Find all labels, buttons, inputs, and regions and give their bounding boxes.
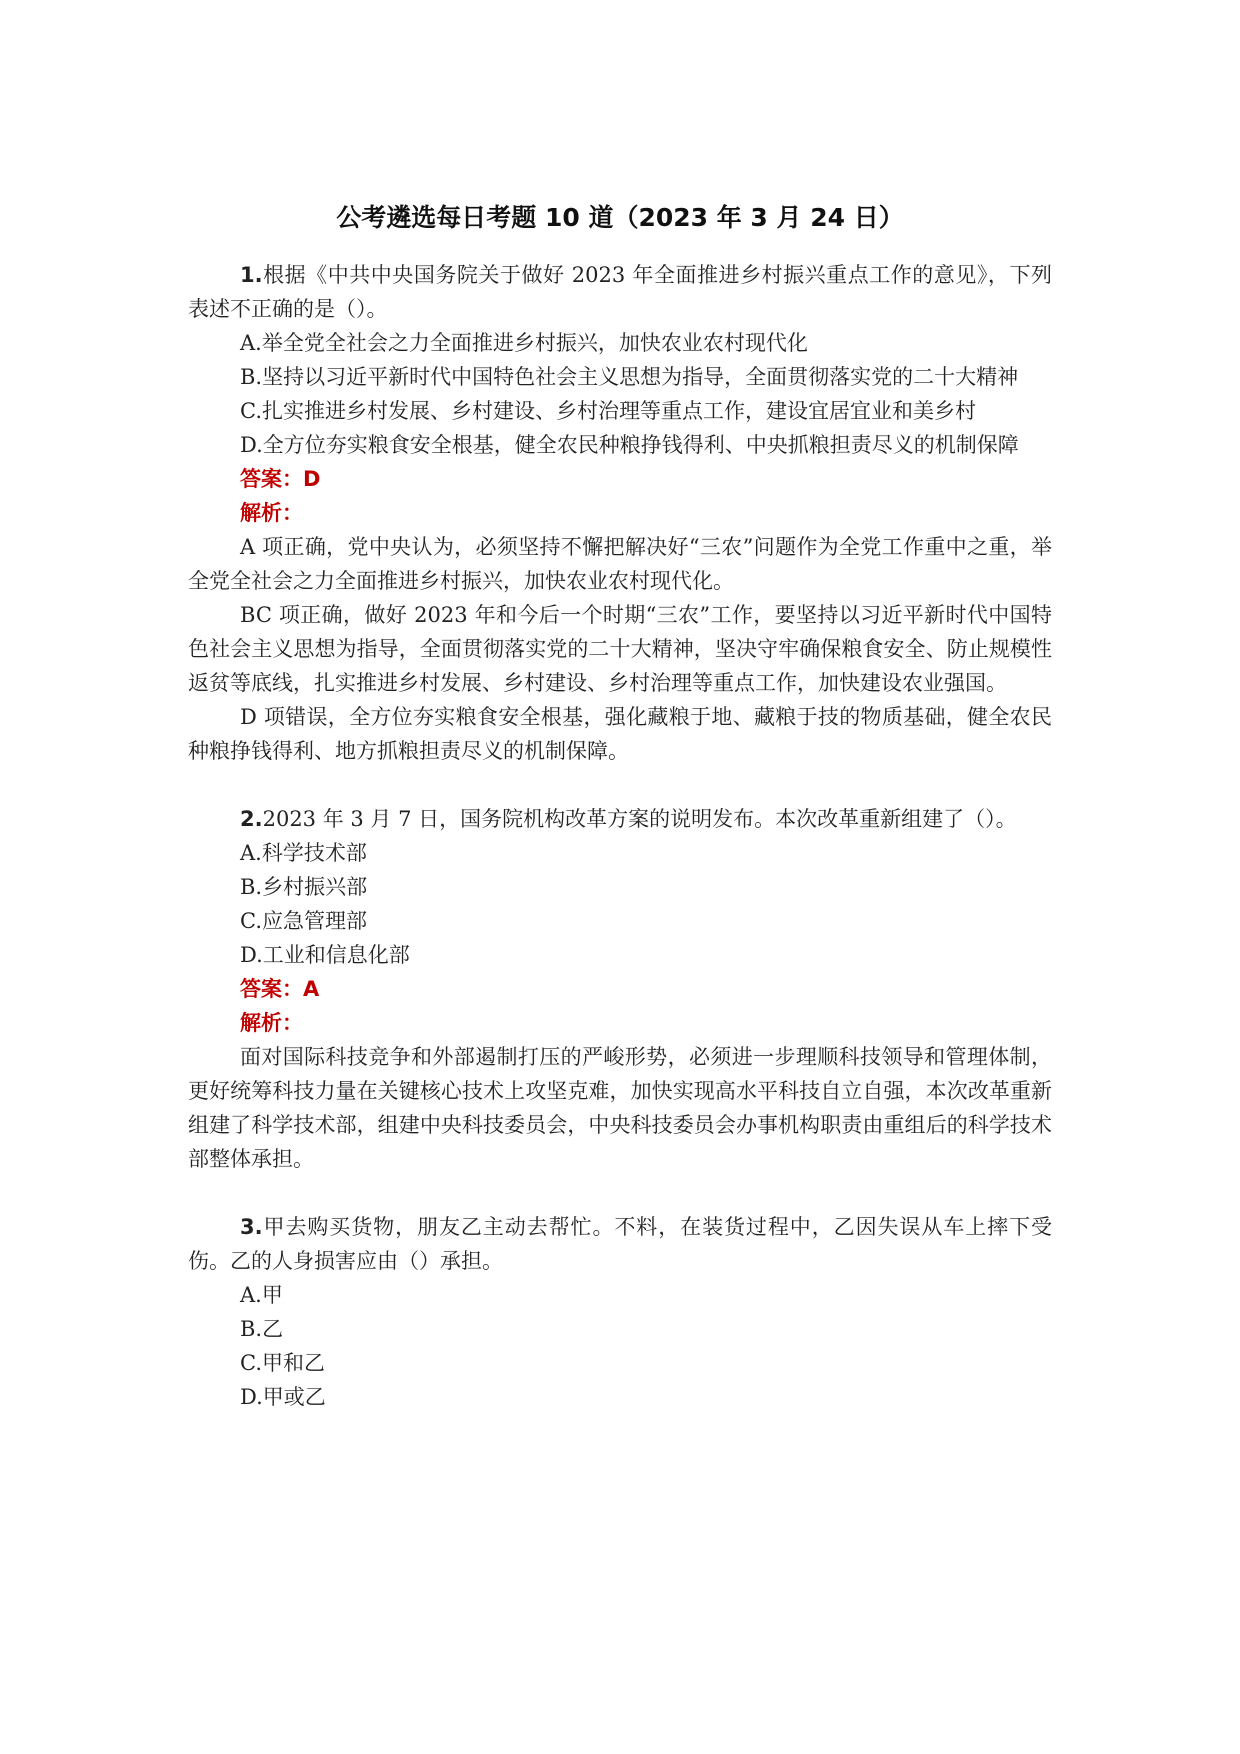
option-c: C.扎实推进乡村发展、乡村建设、乡村治理等重点工作，建设宜居宜业和美乡村 [240,399,976,423]
option-d: D.甲或乙 [240,1385,326,1409]
question-1 [188,258,1052,768]
answer: 答案：A [240,977,320,1001]
question-number: 3. [240,1215,263,1239]
option-a: A.科学技术部 [240,841,367,865]
question-3 [188,1210,1052,1414]
option-b: B.乡村振兴部 [240,875,368,899]
question-stem [188,1210,1052,1278]
question-text: 根据《中共中央国务院关于做好 2023 年全面推进乡村振兴重点工作的意见》，下列表述不正确的是（）。 [188,263,1052,321]
option-d: D.工业和信息化部 [240,943,410,967]
question-number: 1. [240,263,263,287]
option-d: D.全方位夯实粮食安全根基，健全农民种粮挣钱得利、中央抓粮担责尽义的机制保障 [240,433,1019,457]
question-number: 2. [240,807,263,831]
option-a: A.甲 [240,1283,283,1307]
option-b: B.坚持以习近平新时代中国特色社会主义思想为指导，全面贯彻落实党的二十大精神 [240,365,1019,389]
question-2 [188,802,1052,1176]
analysis-paragraph: A 项正确，党中央认为，必须坚持不懈把解决好“三农”问题作为全党工作重中之重，举全党全社会之力全面推进乡村振兴，加快农业农村现代化。 [188,535,1052,593]
question-stem [188,802,1052,836]
option-a: A.举全党全社会之力全面推进乡村振兴，加快农业农村现代化 [240,331,808,355]
option-b: B.乙 [240,1317,284,1341]
analysis-label: 解析： [240,1011,303,1035]
answer: 答案：D [240,467,321,491]
option-c: C.应急管理部 [240,909,367,933]
question-stem [188,258,1052,326]
question-text: 甲去购买货物，朋友乙主动去帮忙。不料，在装货过程中，乙因失误从车上摔下受伤。乙的人身损害应由（）承担。 [188,1215,1052,1273]
document-title: 公考遴选每日考题 10 道（2023 年 3 月 24 日） [336,203,904,232]
option-c: C.甲和乙 [240,1351,325,1375]
analysis-label: 解析： [240,501,303,525]
question-text: 2023 年 3 月 7 日，国务院机构改革方案的说明发布。本次改革重新组建了（）。 [262,807,1017,831]
analysis-paragraph: 面对国际科技竞争和外部遏制打压的严峻形势，必须进一步理顺科技领导和管理体制，更好统筹科技力量在关键核心技术上攻坚克难，加快实现高水平科技自立自强，本次改革重新组建了科学技术部，组建中央科技委员会，中央科技委员会办事机构职责由重组后的科学技术部整体承担。 [188,1045,1052,1171]
analysis-paragraph: D 项错误，全方位夯实粮食安全根基，强化藏粮于地、藏粮于技的物质基础，健全农民种粮挣钱得利、地方抓粮担责尽义的机制保障。 [188,705,1052,763]
analysis-paragraph: BC 项正确，做好 2023 年和今后一个时期“三农”工作，要坚持以习近平新时代中国特色社会主义思想为指导，全面贯彻落实党的二十大精神，坚决守牢确保粮食安全、防止规模性返贫等底线，扎实推进乡村发展、乡村建设、乡村治理等重点工作，加快建设农业强国。 [188,603,1052,695]
